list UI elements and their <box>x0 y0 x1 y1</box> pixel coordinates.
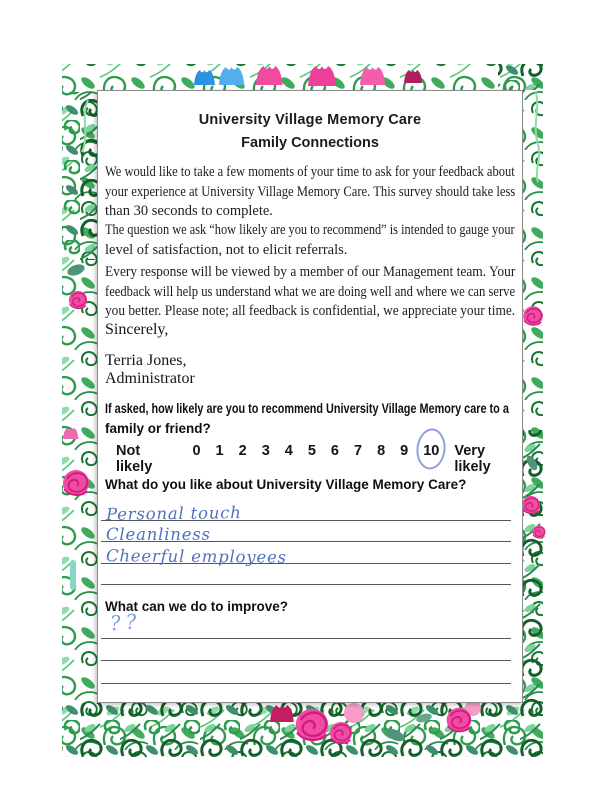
scale-label-right: Very likely <box>454 443 491 475</box>
answer-line <box>101 617 511 639</box>
rating-scale <box>116 443 522 475</box>
scale-value: 6 <box>330 443 339 459</box>
question-line: What do you like about University Village Memory Care? <box>105 477 467 492</box>
answer-line <box>101 564 511 586</box>
paragraph-line: We would like to take a few moments of your time to ask for your feedback about <box>105 164 515 180</box>
pink-rose-icon <box>533 526 546 539</box>
pink-rose-icon <box>447 708 472 733</box>
answer-line <box>101 661 511 684</box>
page-title: University Village Memory Care <box>198 112 422 128</box>
intro-paragraph <box>105 163 517 222</box>
scale-value: 3 <box>261 443 270 459</box>
paragraph-line: than 30 seconds to complete. <box>105 203 273 219</box>
pink-rose-icon <box>296 709 329 742</box>
scale-value-selected <box>423 443 439 459</box>
answer-line <box>101 639 511 662</box>
confidential-paragraph <box>105 263 517 322</box>
answer-line <box>101 542 511 567</box>
paragraph-line: your experience at University Village Memory Care. This survey should take less <box>105 183 516 200</box>
teal-stem-icon <box>70 560 76 590</box>
vine-band-left <box>62 92 97 260</box>
gauge-paragraph <box>105 221 517 260</box>
pink-rose-icon <box>330 722 352 744</box>
pink-rose-icon <box>523 306 543 326</box>
handwritten-improve-answer: ?? <box>109 608 143 636</box>
scale-value: 9 <box>400 443 409 459</box>
scale-value: 8 <box>377 443 386 459</box>
pink-rose-icon <box>69 291 87 309</box>
scale-value: 4 <box>284 443 293 459</box>
like-question <box>105 475 466 495</box>
answer-line <box>101 499 511 524</box>
paragraph-line: Every response will be viewed by a member of our Management team. Your <box>105 264 516 280</box>
improve-answer-lines <box>101 617 511 684</box>
paragraph-line: level of satisfaction, not to elicit referrals. <box>105 241 348 258</box>
scale-value: 7 <box>354 443 363 459</box>
pink-bud-icon <box>344 703 364 723</box>
answer-line <box>101 521 511 543</box>
question-line: What can we do to improve? <box>105 599 289 614</box>
pink-rose-icon <box>522 496 540 514</box>
paragraph-line: The question we ask “how likely are you to recommend” is intended to gauge your <box>105 222 515 238</box>
handwritten-answer: Cheerful employees <box>105 545 287 567</box>
scale-value: 1 <box>215 443 224 459</box>
vine-band-right <box>523 430 543 703</box>
question-line: family or friend? <box>105 421 211 436</box>
handwritten-answer: Personal touch <box>105 502 242 524</box>
like-answer-lines <box>101 499 511 585</box>
scale-label-left: Not likely <box>116 443 153 475</box>
vine-corner <box>498 64 543 90</box>
scale-value: 5 <box>307 443 316 459</box>
closing-text: Sincerely, <box>105 321 169 338</box>
recommend-question <box>105 399 600 439</box>
scale-value: 2 <box>238 443 247 459</box>
survey-paper <box>97 90 523 703</box>
signature-title: Administrator <box>105 370 195 387</box>
page-subtitle: Family Connections <box>241 135 379 151</box>
scale-value: 10 <box>423 443 440 459</box>
signature-name: Terria Jones, <box>105 352 187 369</box>
pink-rose-icon <box>63 470 89 496</box>
question-line: If asked, how likely are you to recommend University Village Memory care to a <box>105 401 509 416</box>
handwritten-answer: Cleanliness <box>106 525 211 544</box>
paragraph-line: feedback will help us understand what we are doing well and where we can serve <box>105 283 516 300</box>
scale-value: 0 <box>192 443 201 459</box>
paragraph-line: you better. Please note; all feedback is confidential, we appreciate your time. <box>105 303 516 319</box>
